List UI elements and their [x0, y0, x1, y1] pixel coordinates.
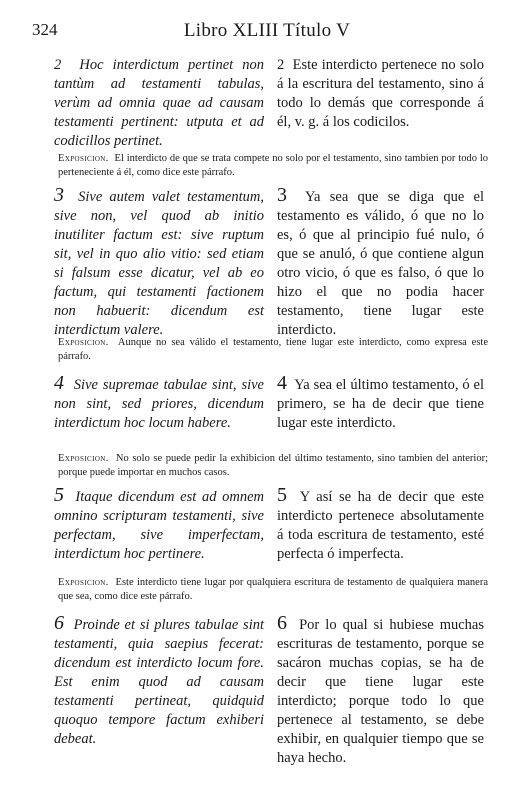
page-header [32, 20, 502, 46]
spanish-paragraph-number: 3 [277, 184, 287, 206]
exposicion-label: Exposicion. [58, 577, 109, 588]
spanish-text [277, 374, 484, 433]
exposicion-label: Exposicion. [58, 337, 109, 348]
latin-paragraph-number: 5 [54, 484, 64, 506]
spanish-text [277, 614, 484, 768]
exposicion-note [58, 152, 488, 180]
exposicion-note [58, 336, 488, 364]
spanish-text [277, 186, 484, 340]
latin-text [54, 486, 264, 564]
spanish-text [277, 486, 484, 564]
latin-text [54, 56, 264, 151]
spanish-paragraph: Ya sea el último testamento, ó el primero, se ha de decir que tiene lugar este interdicto. [277, 377, 484, 431]
spanish-paragraph: Y así se ha de decir que este interdicto pertenece absolutamente á toda escritura de testamento, esté perfecta ó imperfecta. [277, 489, 484, 562]
paragraph-section-4 [0, 374, 532, 480]
spanish-paragraph: Ya sea que se diga que el testamento es válido, ó que no lo es, ó que al principio fué nulo, ó que se anuló, ó que contiene algun otro vicio, ó que es falso, ó que lo hizo el que no podia hacer testamento, tiene lugar este interdicto. [277, 189, 484, 338]
paragraph-section-6 [0, 614, 532, 790]
spanish-paragraph: Por lo qual si hubiese muchas escrituras de testamento, porque se sacáron muchas copias, se ha de decir que tiene lugar este interdicto; porque todo lo que pertenece al testamento, se debe exhibir, en qualquier tiempo que se haya hecho. [277, 617, 484, 766]
exposicion-text: Este interdicto tiene lugar por qualquiera escritura de testamento de qualquiera manera que sea, como dice este párrafo. [58, 577, 488, 602]
exposicion-note [58, 452, 488, 480]
latin-paragraph-number: 2 [54, 57, 62, 73]
page-number: 324 [32, 20, 58, 39]
exposicion-text: El interdicto de que se trata compete no solo por el testamento, sino tambien por todo lo perteneciente á él, como dice este párrafo. [58, 153, 489, 178]
spanish-paragraph-number: 2 [277, 57, 285, 73]
latin-paragraph-number: 6 [54, 612, 64, 634]
spanish-paragraph-number: 5 [277, 484, 287, 506]
latin-text [54, 614, 264, 749]
latin-paragraph: Sive supremae tabulae sint, sive non sint, sed priores, dicendum interdictum hoc locum habere. [54, 377, 264, 431]
exposicion-label: Exposicion. [58, 453, 109, 464]
exposicion-label: Exposicion. [58, 153, 109, 164]
exposicion-text: No solo se puede pedir la exhibicion del último testamento, sino tambien del anterior; porque puede importar en muchos casos. [58, 453, 488, 478]
spanish-paragraph: Este interdicto pertenece no solo á la escritura del testamento, sino á todo lo demás que corresponde á él, v. g. á los codicilos. [277, 57, 484, 130]
paragraph-section-5 [0, 486, 532, 606]
latin-paragraph-number: 3 [54, 184, 64, 206]
latin-paragraph: Sive autem valet testamentum, sive non, vel quod ab initio inutiliter factum est: sive ruptum sit, vel in quo alio vitio: sed etiam si falsum esse dicatur, vel ab eo factum, qui testamenti factionem non habuerit: dicendum est interdictum valere. [54, 189, 264, 338]
latin-paragraph-number: 4 [54, 372, 64, 394]
paragraph-section-3 [0, 186, 532, 362]
exposicion-note [58, 576, 488, 604]
running-title: Libro XLIII Título V [183, 20, 351, 41]
latin-text [54, 186, 264, 340]
latin-paragraph: Itaque dicendum est ad omnem omnino scripturam testamenti, sive perfectam, sive imperfectam, interdictum hoc pertinere. [54, 489, 265, 562]
latin-paragraph: Proinde et si plures tabulae sint testamenti, quia saepius fecerat: dicendum est interdicto locum fore. Est enim quod ad causam testamenti pertineat, quidquid quoquo tempore factum exhiberi debeat. [54, 617, 265, 747]
spanish-paragraph-number: 4 [277, 372, 287, 394]
latin-text [54, 374, 264, 433]
paragraph-section-2 [0, 56, 532, 180]
spanish-text [277, 56, 484, 132]
exposicion-text: Aunque no sea válido el testamento, tiene lugar este interdicto, como expresa este párrafo. [58, 337, 489, 362]
spanish-paragraph-number: 6 [277, 612, 287, 634]
latin-paragraph: Hoc interdictum pertinet non tantùm ad testamenti tabulas, verùm ad omnia quae ad causam testamenti pertinent: utputa et ad codicillos pertinet. [54, 57, 264, 149]
